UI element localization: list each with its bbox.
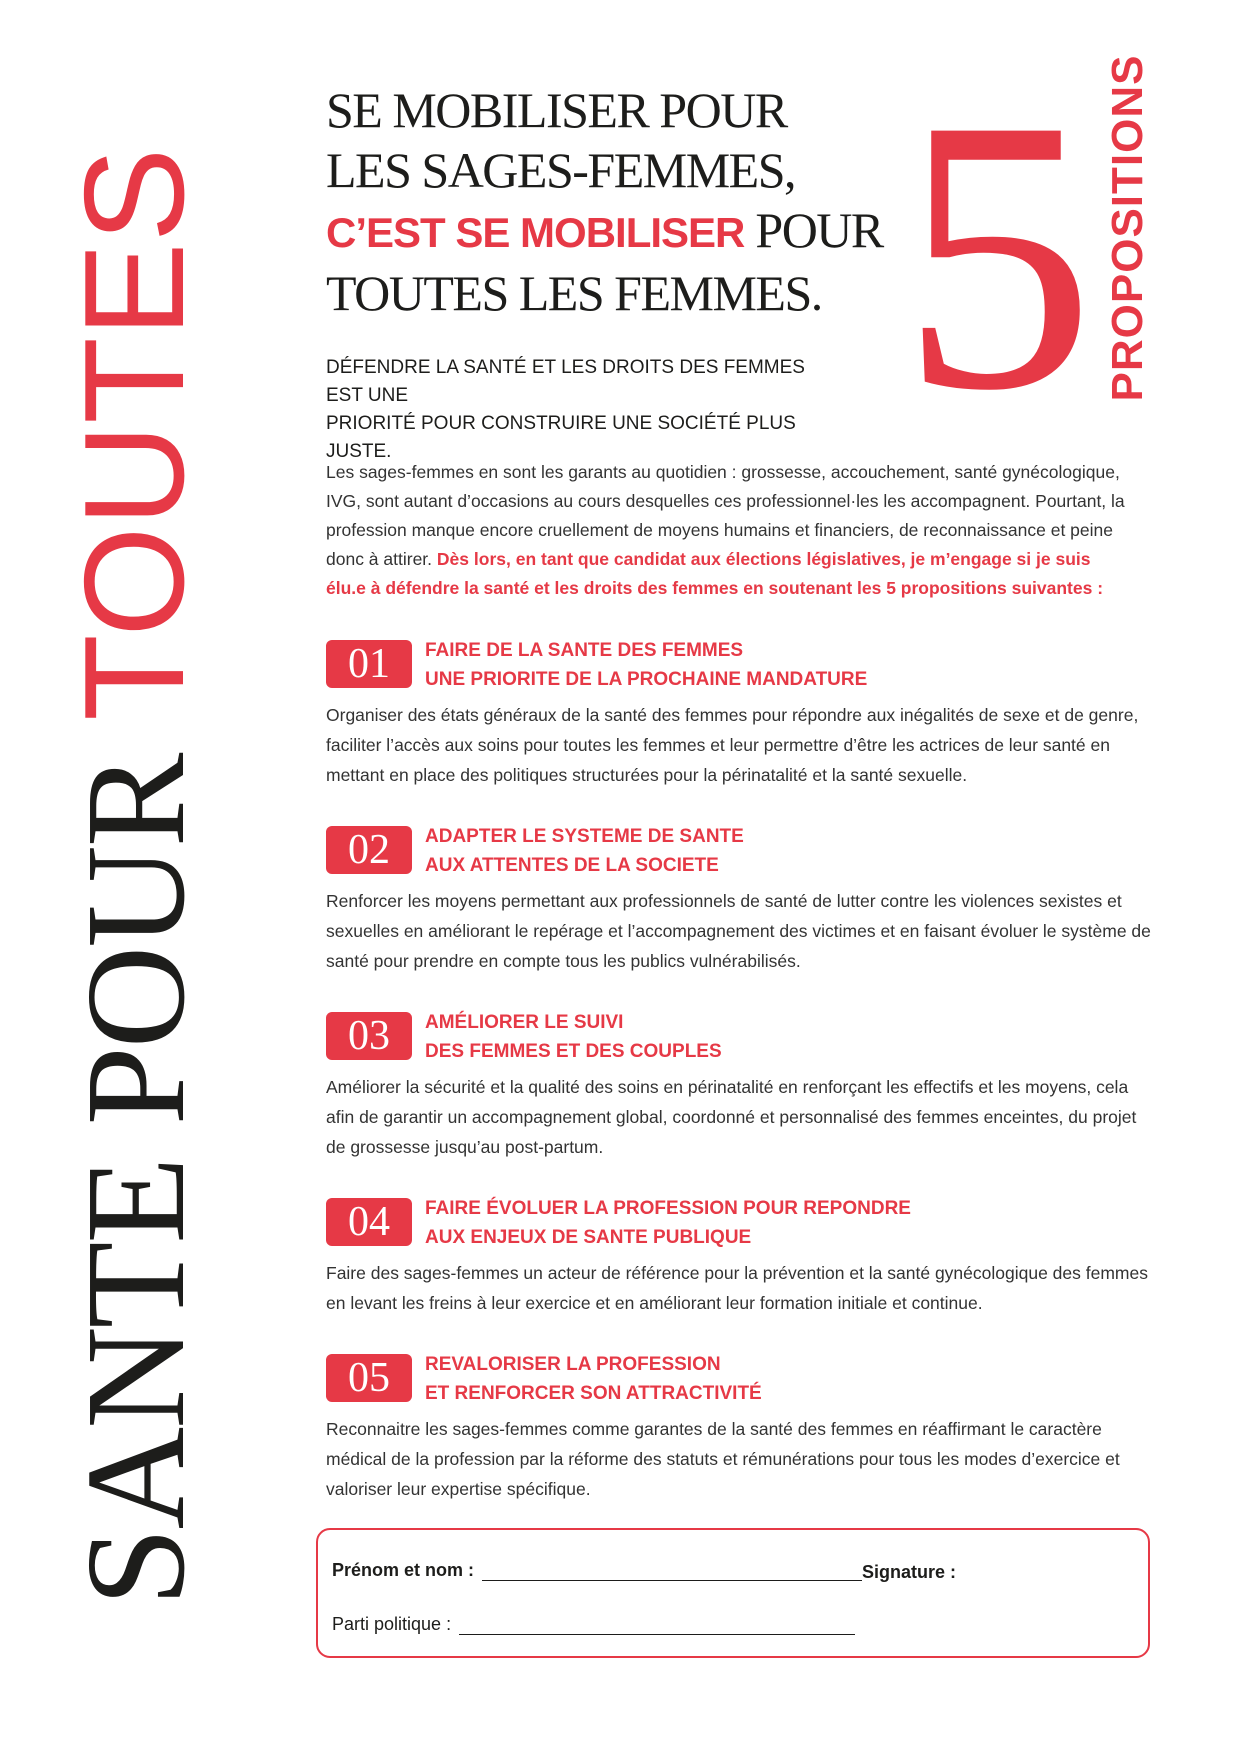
big-number: 5 <box>900 39 1095 471</box>
headline-line-1: SE MOBILISER POUR <box>326 82 787 138</box>
proposition-title <box>425 822 1125 880</box>
vertical-title-dark: SANTE POUR <box>56 721 214 1607</box>
proposition-title-line-2: UNE PRIORITE DE LA PROCHAINE MANDATURE <box>425 669 868 690</box>
proposition-title-line-2: DES FEMMES ET DES COUPLES <box>425 1041 722 1062</box>
proposition-number-badge: 04 <box>326 1198 412 1246</box>
vertical-title-red: TOUTES <box>55 147 214 721</box>
proposition-number-badge: 01 <box>326 640 412 688</box>
proposition-body: Reconnaitre les sages-femmes comme garantes de la santé des femmes en réaffirmant le caractère médical de la profession par la réforme des statuts et rémunérations pour tous les modes d’exercice et valoriser leur expertise spécifique. <box>326 1419 1120 1499</box>
proposition-title-line-1: AMÉLIORER LE SUIVI <box>425 1012 624 1033</box>
subheading-line-1: DÉFENDRE LA SANTÉ ET LES DROITS DES FEMMES EST UNE <box>326 357 805 406</box>
proposition-body: Organiser des états généraux de la santé des femmes pour répondre aux inégalités de sexe et de genre, faciliter l’accès aux soins pour toutes les femmes et leur permettre d’être les actrices de leur santé en mettant en place des politiques structurées pour la périnatalité et la santé sexuelle. <box>326 705 1139 785</box>
proposition-title-line-1: REVALORISER LA PROFESSION <box>425 1354 721 1375</box>
headline-highlight: C’EST SE MOBILISER <box>326 209 745 256</box>
big-number-label: PROPOSITIONS <box>1103 54 1152 402</box>
proposition-title-line-1: FAIRE ÉVOLUER LA PROFESSION POUR REPONDRE <box>425 1198 911 1219</box>
proposition-body: Améliorer la sécurité et la qualité des soins en périnatalité en renforçant les effectifs et les moyens, cela afin de garantir un accompagnement global, coordonné et personnalisé des femmes enceintes, du projet de grossesse jusqu’au post-partum. <box>326 1077 1137 1157</box>
proposition-number-badge: 03 <box>326 1012 412 1060</box>
name-label: Prénom et nom : <box>332 1560 475 1580</box>
party-field[interactable] <box>459 1616 855 1635</box>
subheading-line-2: PRIORITÉ POUR CONSTRUIRE UNE SOCIÉTÉ PLUS JUSTE. <box>326 413 796 462</box>
engagement-statement: Dès lors, en tant que candidat aux élections législatives, je m’engage si je suis élu.e à défendre la santé et les droits des femmes en soutenant les 5 propositions suivantes : <box>326 549 1104 598</box>
subheading <box>326 354 846 466</box>
proposition-title-line-1: FAIRE DE LA SANTE DES FEMMES <box>425 640 744 661</box>
vertical-title <box>55 147 214 1607</box>
headline-line-3-rest: POUR <box>744 202 883 258</box>
proposition-title-line-2: ET RENFORCER SON ATTRACTIVITÉ <box>425 1383 762 1404</box>
proposition-title <box>425 636 1125 694</box>
proposition-number-badge: 02 <box>326 826 412 874</box>
proposition-body: Faire des sages-femmes un acteur de référence pour la prévention et la santé gynécologique des femmes en levant les freins à leur exercice et en améliorant leur formation initiale et continue. <box>326 1263 1148 1313</box>
party-label: Parti politique : <box>332 1614 452 1634</box>
signature-form <box>316 1528 1150 1658</box>
intro-paragraph <box>326 458 1126 603</box>
name-field[interactable] <box>482 1562 862 1581</box>
proposition-title <box>425 1008 1125 1066</box>
headline-line-2: LES SAGES-FEMMES, <box>326 142 796 198</box>
proposition-number-badge: 05 <box>326 1354 412 1402</box>
proposition-title <box>425 1350 1125 1408</box>
party-row <box>332 1614 855 1635</box>
proposition-title-line-2: AUX ENJEUX DE SANTE PUBLIQUE <box>425 1227 752 1248</box>
proposition-title <box>425 1194 1125 1252</box>
headline-line-4: TOUTES LES FEMMES. <box>326 265 822 321</box>
signature-label: Signature : <box>862 1562 957 1582</box>
proposition-body: Renforcer les moyens permettant aux professionnels de santé de lutter contre les violences sexistes et sexuelles en améliorant le repérage et l’accompagnement des victimes et en faisant évoluer le système de santé pour prendre en compte tous les publics vulnérabilisés. <box>326 891 1151 971</box>
headline <box>326 80 886 323</box>
proposition-title-line-2: AUX ATTENTES DE LA SOCIETE <box>425 855 719 876</box>
intro-text: Les sages-femmes en sont les garants au quotidien : grossesse, accouchement, santé gynécologique, IVG, sont autant d’occasions au cours desquelles ces professionnel·les les accompagnent. Pourtant, la profession manque encore cruellement de moyens humains et financiers, de reconnaissance et peine donc à attirer. <box>326 462 1125 569</box>
name-row <box>332 1560 862 1581</box>
proposition-title-line-1: ADAPTER LE SYSTEME DE SANTE <box>425 826 744 847</box>
